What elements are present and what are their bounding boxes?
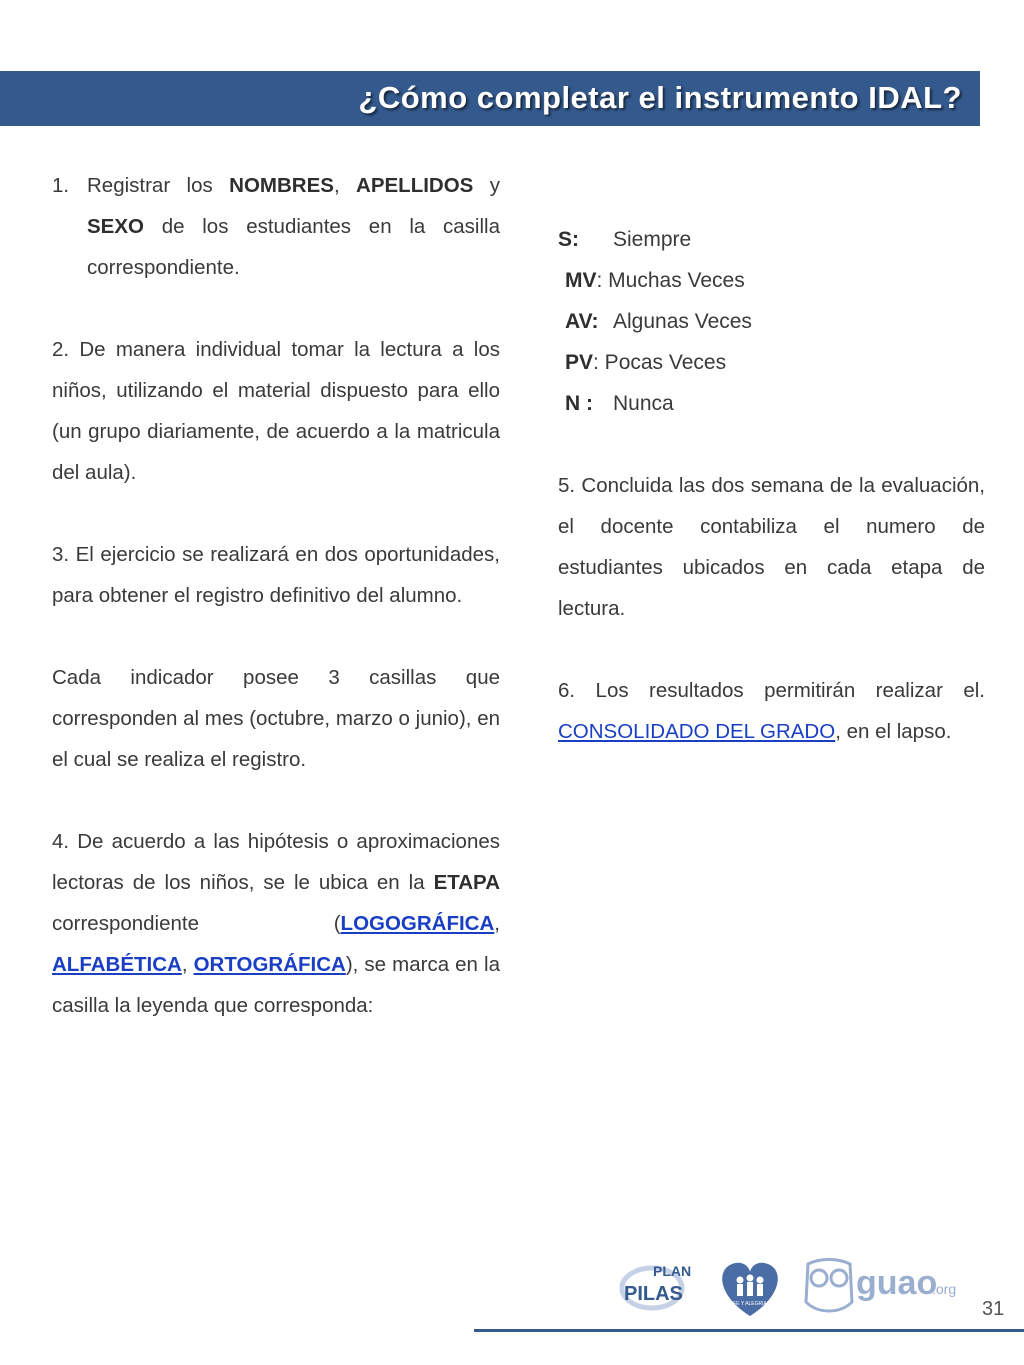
- plan-text: PLAN: [653, 1263, 692, 1279]
- legend-code: N :: [565, 392, 593, 415]
- legend-label: Nunca: [613, 392, 674, 415]
- bold-sexo: SEXO: [87, 215, 144, 238]
- text-run: 6. Los resultados permitirán realizar el.: [558, 679, 985, 702]
- text-run: ,: [494, 912, 500, 935]
- page-number: 31: [982, 1298, 1005, 1320]
- link-ortografica[interactable]: ORTOGRÁFICA: [193, 953, 346, 976]
- footer-divider: [474, 1329, 1024, 1332]
- legend-item: [558, 301, 752, 342]
- legend-code: AV:: [565, 310, 599, 333]
- text-run: y: [473, 174, 500, 197]
- item-number: 1.: [52, 174, 70, 197]
- bold-nombres: NOMBRES: [229, 174, 334, 197]
- text-run: ,: [333, 174, 357, 197]
- instruction-5: 5. Concluida las dos semana de la evaluación, el docente contabiliza el numero de estudiantes ubicados en cada etapa de lectura.: [558, 474, 985, 620]
- heart-text: FE Y ALEGRIA: [733, 1301, 767, 1307]
- legend-list: [558, 219, 752, 424]
- heart-logo: [722, 1263, 778, 1316]
- left-column: [52, 165, 500, 1067]
- legend-item: [558, 383, 752, 424]
- text-run: Registrar los: [87, 174, 230, 197]
- page-title: ¿Cómo completar el instrumento IDAL?: [358, 80, 962, 115]
- legend-label: : Muchas Veces: [596, 269, 745, 292]
- title-bar: [0, 71, 980, 126]
- owl-icon: [806, 1260, 852, 1312]
- link-consolidado[interactable]: CONSOLIDADO DEL GRADO: [558, 720, 836, 743]
- guao-text: guao: [856, 1264, 938, 1302]
- link-logografica[interactable]: LOGOGRÁFICA: [340, 912, 495, 935]
- instruction-1-text: [87, 165, 500, 288]
- instruction-2: 2. De manera individual tomar la lectura a los niños, utilizando el material dispuesto para ello (un grupo diariamente, de acuerdo a la matricula del aula).: [52, 338, 500, 484]
- legend-code: S:: [558, 228, 579, 251]
- text-run: de los estudiantes en la casilla correspondiente.: [87, 215, 500, 279]
- text-run: 4. De acuerdo a las hipótesis o aproximaciones lectoras de los niños, se le ubica en la: [52, 830, 500, 894]
- bold-apellidos: APELLIDOS: [356, 174, 474, 197]
- legend-item: [558, 260, 752, 301]
- text-run: correspondiente (: [52, 912, 341, 935]
- legend-item: [558, 342, 752, 383]
- footer-logos: [610, 1252, 980, 1322]
- instruction-6: [558, 670, 985, 752]
- bold-etapa: ETAPA: [433, 871, 500, 894]
- link-alfabetica[interactable]: ALFABÉTICA: [52, 953, 182, 976]
- legend-code: PV: [565, 351, 594, 374]
- guao-suffix: .org: [932, 1281, 957, 1297]
- pilas-text: PILAS: [624, 1283, 683, 1305]
- instruction-3: 3. El ejercicio se realizará en dos oportunidades, para obtener el registro definitivo del alumno.: [52, 543, 500, 607]
- right-column: [558, 465, 985, 793]
- legend-label: Siempre: [613, 228, 692, 251]
- legend-item: [558, 219, 752, 260]
- instruction-1: [52, 165, 500, 288]
- plan-pilas-logo: [622, 1263, 691, 1308]
- instruction-3b: Cada indicador posee 3 casillas que corresponden al mes (octubre, marzo o junio), en el cual se realiza el registro.: [52, 666, 500, 771]
- text-run: ,: [181, 953, 194, 976]
- legend-label: Algunas Veces: [613, 310, 752, 333]
- text-run: ), se marca en la casilla la leyenda que corresponda:: [52, 953, 500, 1017]
- instruction-4: [52, 821, 500, 1026]
- text-run: , en el lapso.: [835, 720, 952, 743]
- legend-code: MV: [565, 269, 597, 292]
- logos-svg: [610, 1252, 980, 1322]
- legend-label: : Pocas Veces: [593, 351, 727, 374]
